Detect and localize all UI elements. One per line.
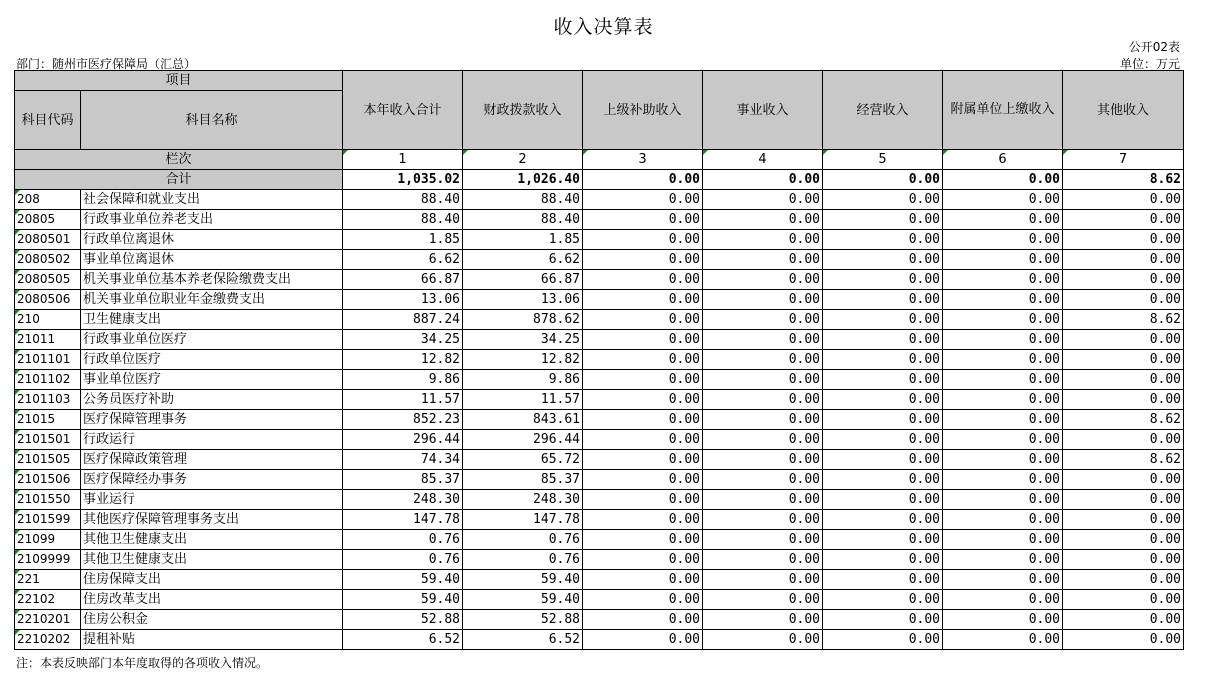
- subject-code: 21011: [15, 330, 81, 350]
- amount-cell: 0.00: [703, 510, 823, 530]
- amount-cell: 74.34: [343, 450, 463, 470]
- column-number: 5: [823, 150, 943, 170]
- amount-cell: 0.00: [823, 330, 943, 350]
- table-row: [15, 350, 1184, 370]
- amount-cell: 0.00: [1063, 190, 1184, 210]
- amount-cell: 0.00: [583, 570, 703, 590]
- amount-cell: 0.00: [583, 510, 703, 530]
- unit-label: 单位：万元: [1119, 57, 1180, 71]
- amount-cell: 6.52: [343, 630, 463, 650]
- amount-cell: 0.00: [583, 610, 703, 630]
- subject-code: 2080502: [15, 250, 81, 270]
- subject-name: 其他卫生健康支出: [81, 530, 343, 550]
- amount-cell: 8.62: [1063, 410, 1184, 430]
- amount-cell: 6.52: [463, 630, 583, 650]
- total-row: [15, 170, 1184, 190]
- total-value: 0.00: [583, 170, 703, 190]
- amount-cell: 0.00: [703, 570, 823, 590]
- amount-cell: 147.78: [343, 510, 463, 530]
- subject-code: 221: [15, 570, 81, 590]
- subject-name: 住房保障支出: [81, 570, 343, 590]
- column-number: 1: [343, 150, 463, 170]
- amount-cell: 296.44: [463, 430, 583, 450]
- amount-cell: 0.00: [1063, 590, 1184, 610]
- subject-name: 行政单位医疗: [81, 350, 343, 370]
- table-row: [15, 430, 1184, 450]
- subject-code: 21099: [15, 530, 81, 550]
- amount-cell: 0.00: [823, 410, 943, 430]
- amount-cell: 0.00: [583, 430, 703, 450]
- amount-cell: 852.23: [343, 410, 463, 430]
- amount-cell: 0.00: [703, 210, 823, 230]
- amount-cell: 0.00: [703, 590, 823, 610]
- header-col-business: 事业收入: [703, 71, 823, 150]
- table-row: [15, 630, 1184, 650]
- table-row: [15, 510, 1184, 530]
- subject-code: 2210202: [15, 630, 81, 650]
- amount-cell: 0.00: [823, 210, 943, 230]
- amount-cell: 0.00: [1063, 550, 1184, 570]
- amount-cell: 0.00: [583, 470, 703, 490]
- amount-cell: 0.00: [703, 430, 823, 450]
- amount-cell: 0.00: [583, 330, 703, 350]
- amount-cell: 0.00: [943, 550, 1063, 570]
- header-col-fiscal: 财政拨款收入: [463, 71, 583, 150]
- amount-cell: 59.40: [343, 590, 463, 610]
- amount-cell: 34.25: [463, 330, 583, 350]
- subject-code: 2101501: [15, 430, 81, 450]
- total-value: 0.00: [823, 170, 943, 190]
- amount-cell: 0.00: [583, 270, 703, 290]
- amount-cell: 9.86: [343, 370, 463, 390]
- subject-code: 2101102: [15, 370, 81, 390]
- amount-cell: 0.00: [823, 350, 943, 370]
- amount-cell: 9.86: [463, 370, 583, 390]
- amount-cell: 59.40: [463, 590, 583, 610]
- amount-cell: 0.00: [943, 410, 1063, 430]
- amount-cell: 0.76: [463, 550, 583, 570]
- table-row: [15, 490, 1184, 510]
- amount-cell: 0.00: [583, 190, 703, 210]
- amount-cell: 0.00: [823, 570, 943, 590]
- total-value: 8.62: [1063, 170, 1184, 190]
- column-number-row: [15, 150, 1184, 170]
- amount-cell: 0.00: [703, 230, 823, 250]
- amount-cell: 0.00: [703, 190, 823, 210]
- subject-code: 208: [15, 190, 81, 210]
- subject-code: 210: [15, 310, 81, 330]
- amount-cell: 0.76: [343, 550, 463, 570]
- table-row: [15, 230, 1184, 250]
- amount-cell: 11.57: [343, 390, 463, 410]
- subject-name: 医疗保障管理事务: [81, 410, 343, 430]
- amount-cell: 0.00: [1063, 230, 1184, 250]
- subject-name: 机关事业单位基本养老保险缴费支出: [81, 270, 343, 290]
- subject-code: 2101550: [15, 490, 81, 510]
- amount-cell: 0.00: [583, 350, 703, 370]
- table-row: [15, 610, 1184, 630]
- amount-cell: 52.88: [343, 610, 463, 630]
- amount-cell: 0.00: [1063, 290, 1184, 310]
- amount-cell: 0.00: [943, 610, 1063, 630]
- amount-cell: 12.82: [463, 350, 583, 370]
- amount-cell: 0.00: [823, 310, 943, 330]
- amount-cell: 0.00: [1063, 430, 1184, 450]
- amount-cell: 0.00: [703, 270, 823, 290]
- total-label: 合计: [15, 170, 343, 190]
- amount-cell: 147.78: [463, 510, 583, 530]
- amount-cell: 0.00: [943, 630, 1063, 650]
- amount-cell: 0.00: [583, 450, 703, 470]
- amount-cell: 66.87: [343, 270, 463, 290]
- amount-cell: 6.62: [343, 250, 463, 270]
- subject-code: 2080501: [15, 230, 81, 250]
- subject-code: 2101101: [15, 350, 81, 370]
- amount-cell: 0.00: [823, 530, 943, 550]
- amount-cell: 0.00: [823, 450, 943, 470]
- total-value: 1,026.40: [463, 170, 583, 190]
- amount-cell: 0.00: [1063, 210, 1184, 230]
- amount-cell: 0.00: [703, 610, 823, 630]
- amount-cell: 0.00: [703, 370, 823, 390]
- table-row: [15, 390, 1184, 410]
- column-number: 3: [583, 150, 703, 170]
- amount-cell: 59.40: [343, 570, 463, 590]
- amount-cell: 0.00: [703, 530, 823, 550]
- amount-cell: 0.00: [823, 230, 943, 250]
- table-body: [15, 71, 1184, 650]
- total-value: 1,035.02: [343, 170, 463, 190]
- amount-cell: 0.00: [943, 310, 1063, 330]
- amount-cell: 0.00: [703, 310, 823, 330]
- amount-cell: 0.00: [943, 190, 1063, 210]
- amount-cell: 0.00: [943, 490, 1063, 510]
- amount-cell: 1.85: [463, 230, 583, 250]
- page-title: 收入决算表: [553, 16, 654, 38]
- subject-name: 事业单位离退休: [81, 250, 343, 270]
- table-row: [15, 530, 1184, 550]
- table-row: [15, 330, 1184, 350]
- header-col-total: 本年收入合计: [343, 71, 463, 150]
- amount-cell: 0.00: [823, 390, 943, 410]
- amount-cell: 0.00: [823, 430, 943, 450]
- amount-cell: 0.00: [1063, 270, 1184, 290]
- amount-cell: 0.00: [583, 550, 703, 570]
- amount-cell: 0.00: [943, 430, 1063, 450]
- subject-name: 行政单位离退休: [81, 230, 343, 250]
- amount-cell: 0.00: [583, 290, 703, 310]
- subject-name: 行政事业单位养老支出: [81, 210, 343, 230]
- amount-cell: 0.00: [583, 390, 703, 410]
- amount-cell: 0.00: [823, 610, 943, 630]
- amount-cell: 887.24: [343, 310, 463, 330]
- column-number: 6: [943, 150, 1063, 170]
- amount-cell: 296.44: [343, 430, 463, 450]
- subject-name: 行政运行: [81, 430, 343, 450]
- amount-cell: 0.00: [703, 290, 823, 310]
- subject-name: 住房公积金: [81, 610, 343, 630]
- amount-cell: 0.00: [583, 230, 703, 250]
- subject-code: 2101599: [15, 510, 81, 530]
- amount-cell: 0.00: [823, 490, 943, 510]
- subject-name: 医疗保障政策管理: [81, 450, 343, 470]
- table-row: [15, 550, 1184, 570]
- amount-cell: 878.62: [463, 310, 583, 330]
- subject-code: 2080506: [15, 290, 81, 310]
- amount-cell: 65.72: [463, 450, 583, 470]
- amount-cell: 0.00: [1063, 490, 1184, 510]
- table-row: [15, 310, 1184, 330]
- amount-cell: 0.00: [823, 590, 943, 610]
- column-number: 7: [1063, 150, 1184, 170]
- amount-cell: 0.00: [1063, 530, 1184, 550]
- amount-cell: 1.85: [343, 230, 463, 250]
- header-col-superior: 上级补助收入: [583, 71, 703, 150]
- amount-cell: 0.00: [1063, 510, 1184, 530]
- table-row: [15, 570, 1184, 590]
- amount-cell: 0.00: [1063, 390, 1184, 410]
- amount-cell: 0.00: [943, 350, 1063, 370]
- amount-cell: 0.00: [823, 550, 943, 570]
- amount-cell: 0.00: [1063, 370, 1184, 390]
- amount-cell: 0.00: [823, 190, 943, 210]
- subject-code: 21015: [15, 410, 81, 430]
- amount-cell: 0.00: [583, 210, 703, 230]
- table-row: [15, 270, 1184, 290]
- header-code: 科目代码: [15, 91, 81, 150]
- amount-cell: 0.00: [943, 570, 1063, 590]
- amount-cell: 0.00: [703, 470, 823, 490]
- amount-cell: 0.00: [1063, 630, 1184, 650]
- amount-cell: 0.00: [823, 290, 943, 310]
- amount-cell: 0.00: [583, 410, 703, 430]
- subject-name: 事业运行: [81, 490, 343, 510]
- header-col-operating: 经营收入: [823, 71, 943, 150]
- amount-cell: 0.00: [943, 230, 1063, 250]
- form-number: 公开02表: [1128, 40, 1180, 54]
- subject-name: 事业单位医疗: [81, 370, 343, 390]
- footnote: 注：本表反映部门本年度取得的各项收入情况。: [16, 656, 269, 670]
- amount-cell: 0.00: [583, 310, 703, 330]
- subject-code: 2210201: [15, 610, 81, 630]
- header-row-1: [15, 71, 1184, 91]
- amount-cell: 0.00: [943, 450, 1063, 470]
- amount-cell: 88.40: [463, 190, 583, 210]
- subject-code: 22102: [15, 590, 81, 610]
- amount-cell: 66.87: [463, 270, 583, 290]
- table-row: [15, 590, 1184, 610]
- amount-cell: 0.00: [943, 210, 1063, 230]
- amount-cell: 0.00: [703, 490, 823, 510]
- amount-cell: 88.40: [343, 210, 463, 230]
- amount-cell: 0.00: [823, 370, 943, 390]
- amount-cell: 0.00: [823, 270, 943, 290]
- table-row: [15, 210, 1184, 230]
- amount-cell: 0.00: [583, 370, 703, 390]
- amount-cell: 0.00: [943, 530, 1063, 550]
- amount-cell: 0.00: [823, 510, 943, 530]
- header-col-affiliated: 附属单位上缴收入: [943, 71, 1063, 150]
- amount-cell: 8.62: [1063, 450, 1184, 470]
- amount-cell: 0.00: [1063, 470, 1184, 490]
- amount-cell: 0.00: [583, 630, 703, 650]
- amount-cell: 0.00: [943, 290, 1063, 310]
- subject-name: 住房改革支出: [81, 590, 343, 610]
- subject-name: 卫生健康支出: [81, 310, 343, 330]
- subject-name: 其他医疗保障管理事务支出: [81, 510, 343, 530]
- amount-cell: 0.00: [943, 270, 1063, 290]
- table-row: [15, 410, 1184, 430]
- header-project: 项目: [15, 71, 343, 91]
- amount-cell: 0.00: [583, 250, 703, 270]
- subject-name: 医疗保障经办事务: [81, 470, 343, 490]
- amount-cell: 88.40: [463, 210, 583, 230]
- amount-cell: 0.00: [823, 470, 943, 490]
- amount-cell: 13.06: [463, 290, 583, 310]
- table-row: [15, 250, 1184, 270]
- amount-cell: 0.00: [1063, 610, 1184, 630]
- amount-cell: 0.00: [703, 250, 823, 270]
- amount-cell: 0.00: [583, 530, 703, 550]
- table-row: [15, 290, 1184, 310]
- amount-cell: 0.76: [343, 530, 463, 550]
- subject-name: 机关事业单位职业年金缴费支出: [81, 290, 343, 310]
- amount-cell: 52.88: [463, 610, 583, 630]
- amount-cell: 0.00: [703, 410, 823, 430]
- subject-name: 行政事业单位医疗: [81, 330, 343, 350]
- subject-name: 社会保障和就业支出: [81, 190, 343, 210]
- subject-code: 2080505: [15, 270, 81, 290]
- amount-cell: 34.25: [343, 330, 463, 350]
- amount-cell: 248.30: [463, 490, 583, 510]
- total-value: 0.00: [943, 170, 1063, 190]
- amount-cell: 0.00: [1063, 570, 1184, 590]
- amount-cell: 12.82: [343, 350, 463, 370]
- subject-name: 公务员医疗补助: [81, 390, 343, 410]
- amount-cell: 0.00: [703, 330, 823, 350]
- amount-cell: 0.00: [943, 470, 1063, 490]
- amount-cell: 85.37: [343, 470, 463, 490]
- amount-cell: 0.00: [583, 590, 703, 610]
- amount-cell: 0.00: [943, 510, 1063, 530]
- total-value: 0.00: [703, 170, 823, 190]
- amount-cell: 0.00: [703, 630, 823, 650]
- amount-cell: 0.76: [463, 530, 583, 550]
- amount-cell: 843.61: [463, 410, 583, 430]
- table-row: [15, 470, 1184, 490]
- amount-cell: 0.00: [1063, 250, 1184, 270]
- header-col-other: 其他收入: [1063, 71, 1184, 150]
- amount-cell: 85.37: [463, 470, 583, 490]
- amount-cell: 0.00: [583, 490, 703, 510]
- amount-cell: 6.62: [463, 250, 583, 270]
- amount-cell: 0.00: [943, 370, 1063, 390]
- amount-cell: 0.00: [703, 350, 823, 370]
- column-number-label: 栏次: [15, 150, 343, 170]
- subject-name: 提租补贴: [81, 630, 343, 650]
- amount-cell: 0.00: [943, 330, 1063, 350]
- amount-cell: 0.00: [1063, 350, 1184, 370]
- subject-code: 20805: [15, 210, 81, 230]
- amount-cell: 8.62: [1063, 310, 1184, 330]
- table-row: [15, 450, 1184, 470]
- amount-cell: 0.00: [823, 630, 943, 650]
- amount-cell: 59.40: [463, 570, 583, 590]
- department-label: 部门：随州市医疗保障局（汇总）: [16, 57, 197, 71]
- column-number: 4: [703, 150, 823, 170]
- subject-code: 2109999: [15, 550, 81, 570]
- amount-cell: 11.57: [463, 390, 583, 410]
- header-name: 科目名称: [81, 91, 343, 150]
- amount-cell: 248.30: [343, 490, 463, 510]
- table-row: [15, 190, 1184, 210]
- amount-cell: 0.00: [943, 590, 1063, 610]
- subject-code: 2101505: [15, 450, 81, 470]
- amount-cell: 0.00: [703, 450, 823, 470]
- column-number: 2: [463, 150, 583, 170]
- amount-cell: 0.00: [1063, 330, 1184, 350]
- amount-cell: 0.00: [703, 550, 823, 570]
- subject-code: 2101506: [15, 470, 81, 490]
- amount-cell: 13.06: [343, 290, 463, 310]
- table-row: [15, 370, 1184, 390]
- amount-cell: 0.00: [823, 250, 943, 270]
- income-table: [14, 70, 1184, 650]
- amount-cell: 88.40: [343, 190, 463, 210]
- amount-cell: 0.00: [943, 250, 1063, 270]
- amount-cell: 0.00: [943, 390, 1063, 410]
- subject-name: 其他卫生健康支出: [81, 550, 343, 570]
- amount-cell: 0.00: [703, 390, 823, 410]
- subject-code: 2101103: [15, 390, 81, 410]
